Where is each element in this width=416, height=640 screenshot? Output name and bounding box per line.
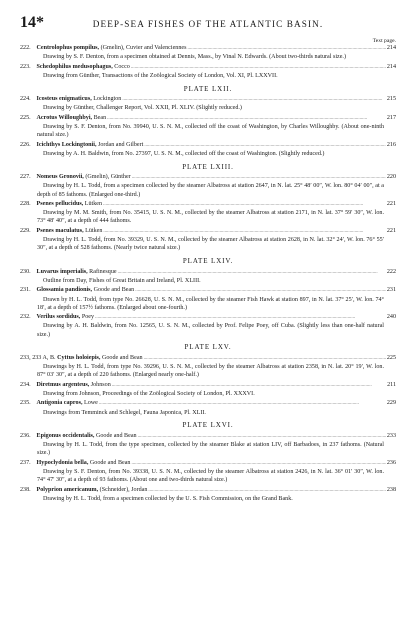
entry-description: Drawing from Johnson, Proceedings of the Zoölogical Society of London, Pl. XXXVI. <box>43 390 255 397</box>
entry-number: 233, 233 A, B. <box>20 354 56 361</box>
entry-description: Drawing by H. L. Todd, from No. 39329, U. S. N. M., collected by the steamer Albatross at station 2628, in N. lat. 32° 24′, W. lon. 76° 55′ 30″, at a depth of 528 fathoms. (Nearly twice natural size.) <box>37 237 384 252</box>
text-page-number: 214 <box>386 45 396 51</box>
plate-heading: PLATE LXII. <box>183 84 233 93</box>
plate-entry <box>20 227 396 252</box>
species-authority: Goode and Bean <box>94 432 137 439</box>
entry-number: 226. <box>20 141 31 148</box>
species-name: Antigonia capros, <box>36 400 83 407</box>
species-name: Icosteus enigmaticus, <box>36 96 92 103</box>
plate-heading: PLATE LXIII. <box>182 162 234 171</box>
plate-entry <box>20 114 396 139</box>
entry-description: Outline from Day, Fishes of Great Britain and Ireland, Pl. XLIII. <box>43 277 201 284</box>
entry-line <box>20 141 396 150</box>
plate-heading: PLATE LXV. <box>184 343 232 352</box>
plate-entry <box>20 486 396 503</box>
entry-number: 222. <box>20 45 31 51</box>
species-authority: Goode and Bean <box>100 354 143 361</box>
species-authority: Lütken <box>83 227 103 234</box>
entry-description: Drawings by H. L. Todd, from type No. 39296, U. S. N. M., collected by the steamer Albatross at station 2358, in N. lat. 20° 19′, W. lon. 87° 03′ 30″, at a depth of 220 fathoms. (Enlarged nearly one-half.) <box>37 364 384 379</box>
entry-lead <box>20 313 94 321</box>
entry-number: 238. <box>20 486 31 493</box>
dot-leader <box>131 174 386 182</box>
text-page-number: 211 <box>387 381 396 388</box>
species-authority: (Schneider), Jordan <box>98 486 148 493</box>
text-page-number: 221 <box>386 227 396 234</box>
entry-line <box>20 432 396 441</box>
entry-lead <box>20 63 130 71</box>
species-authority: Johnson <box>89 381 111 388</box>
entry-line <box>20 486 396 495</box>
text-page-number: 215 <box>386 96 396 103</box>
species-name: Epigonus occidentalis, <box>36 432 95 439</box>
species-name: Icichthys Lockingtonii, <box>36 141 97 148</box>
entry-description: Drawing from Günther, Transactions of the Zoölogical Society of London, Vol. XI, Pl. LXXVII. <box>43 72 278 79</box>
entry-description: Drawing by H. L. Todd, from a specimen collected by the U. S. Fish Commission, on the Grand Bank. <box>43 495 293 502</box>
dot-leader <box>147 487 385 495</box>
entry-number: 231. <box>20 287 31 294</box>
entry-lead <box>20 95 121 103</box>
dot-leader <box>98 400 386 408</box>
entry-lead <box>20 173 131 181</box>
text-page-number: 231 <box>386 287 396 294</box>
species-authority: Jordan and Gilbert <box>96 141 144 148</box>
dot-leader <box>106 115 386 123</box>
plate-entry <box>20 399 396 416</box>
entry-line <box>20 381 396 390</box>
species-authority: Lowe <box>82 400 98 407</box>
entry-line <box>20 227 396 236</box>
entry-lead <box>20 399 98 407</box>
plate-entry <box>20 354 396 379</box>
dot-leader <box>134 287 386 295</box>
text-page-number: 221 <box>386 201 396 208</box>
entry-lead <box>20 200 102 208</box>
entry-description: Drawing by S. F. Denton, from No. 39338, U. S. N. M., collected by the steamer Albatross at station 2426, in N. lat. 36° 01′ 30″, W. lon. 74° 47′ 30″, at a depth of 93 fathoms. (About one and two-thirds natural size.) <box>37 468 384 484</box>
dot-leader <box>143 142 386 150</box>
text-page-number: 222 <box>386 268 396 275</box>
entry-number: 224. <box>20 96 31 103</box>
entry-lead <box>20 227 102 235</box>
entry-description: Drawing by S. F. Denton, from No. 39940, U. S. N. M., collected off the coast of Washington, by Charles Willoughby. (About one-ninth natural size.) <box>37 124 384 139</box>
text-page-number: 225 <box>386 354 396 361</box>
dot-leader <box>102 201 386 209</box>
species-name: Diretmus argenteus, <box>36 381 90 388</box>
entry-description: Drawing by A. H. Baldwin, from No. 12565, U. S. N. M., collected by Prof. Felipe Poey, off Cuba. (Slightly less than one-half natural size.) <box>37 323 384 338</box>
text-page-number: 217 <box>386 114 396 121</box>
species-name: Nomeus Gronovii, <box>36 174 84 181</box>
entry-number: 230. <box>20 268 31 275</box>
species-name: Hypoclydonia bella, <box>36 459 89 466</box>
plate-entry <box>20 95 396 112</box>
plate-heading: PLATE LXVI. <box>182 421 234 430</box>
entry-line <box>20 200 396 209</box>
entry-line <box>20 63 396 72</box>
species-authority: Lockington <box>91 96 122 103</box>
entry-description: Drawing by H. L. Todd, from a specimen collected by the steamer Albatross at station 2647, in N. lat. 25° 48′ 00″, W. lon. 80° 04′ 00″, at a depth of 85 fathoms. (Enlarged one-third.) <box>37 183 384 198</box>
page-header <box>20 14 396 32</box>
entry-number: 236. <box>20 432 31 439</box>
species-name: Luvarus imperialis, <box>36 268 88 275</box>
species-name: Polyprion americanum, <box>36 486 99 493</box>
entry-description: Drawing by Günther, Challenger Report, Vol. XXII, Pl. XLIV. (Slightly reduced.) <box>43 105 242 112</box>
entry-lead <box>20 354 143 362</box>
plate-entry <box>20 381 396 398</box>
species-authority: Cocco <box>112 63 130 70</box>
species-name: Psenes maculatus, <box>36 227 84 234</box>
text-page-number: 220 <box>386 174 396 181</box>
dot-leader <box>137 433 386 441</box>
entry-line <box>20 399 396 408</box>
dot-leader <box>130 460 385 468</box>
plate-entry <box>20 63 396 80</box>
text-page-number: 214 <box>386 63 396 70</box>
plate-entry <box>20 200 396 225</box>
text-page-number: 233 <box>386 432 396 439</box>
text-page-number: 238 <box>386 486 396 493</box>
species-name: Schedophilus medusophagus, <box>36 63 113 70</box>
entry-description: Drawing by H. L. Todd, from the type specimen, collected by the steamer Blake at station LIV, off Barbadoes, in 237 fathoms. (Natural size.) <box>37 442 384 457</box>
text-page-number: 216 <box>386 141 396 148</box>
entry-lead <box>20 44 186 52</box>
dot-leader <box>143 355 386 363</box>
text-page-number: 240 <box>386 314 396 321</box>
species-authority: Goode and Bean <box>88 459 131 466</box>
plate-entry <box>20 286 396 311</box>
species-authority: (Gmelin), Cuvier and Valenciennes <box>99 45 187 51</box>
dot-leader <box>111 382 386 390</box>
running-title: DEEP-SEA FISHES OF THE ATLANTIC BASIN. <box>92 19 324 29</box>
entry-description: Drawing by A. H. Baldwin, from No. 27397, U. S. N. M., collected off the coast of Washington. (Slightly reduced.) <box>43 150 325 157</box>
plate-entry <box>20 432 396 457</box>
entry-line <box>20 44 396 53</box>
plate-heading: PLATE LXIV. <box>182 257 234 266</box>
entry-line <box>20 354 396 363</box>
entry-line <box>20 286 396 295</box>
plate-entry <box>20 268 396 285</box>
column-label: Text page. <box>372 38 396 44</box>
species-name: Glossamia pandionis, <box>36 287 93 294</box>
entry-line <box>20 95 396 104</box>
entry-line <box>20 459 396 468</box>
entry-number: 225. <box>20 114 31 121</box>
dot-leader <box>117 269 386 277</box>
entry-lead <box>20 286 134 294</box>
entry-line <box>20 114 396 123</box>
entry-number: 229. <box>20 227 31 234</box>
species-authority: Rafinesque <box>87 268 117 275</box>
species-authority: Goode and Bean <box>92 287 135 294</box>
species-authority: (Gmelin), Günther <box>83 174 131 181</box>
entry-number: 227. <box>20 174 31 181</box>
plate-entry <box>20 313 396 338</box>
species-name: Cyttus holoiepis, <box>57 354 101 361</box>
dot-leader <box>186 45 385 53</box>
entry-description: Drawing by M. M. Smith, from No. 35415, U. S. N. M., collected by the steamer Albatross at station 2171, in N. lat. 37° 59′ 30″, W. lon. 73° 48′ 40″, at a depth of 444 fathoms. <box>37 210 384 225</box>
species-name: Centrolophus pompilus, <box>36 45 100 51</box>
plate-entry <box>20 173 396 198</box>
entry-description: Drawings from Temminck and Schlegel, Fauna Japonica, Pl. XLII. <box>43 409 206 416</box>
dot-leader <box>121 96 386 104</box>
text-page-number: 236 <box>386 459 396 466</box>
species-name: Verilus sordidus, <box>36 314 81 321</box>
entry-number: 234. <box>20 381 31 388</box>
dot-leader <box>102 228 385 236</box>
plate-entry <box>20 44 396 61</box>
plate-entry <box>20 141 396 158</box>
species-authority: Bean <box>92 114 107 121</box>
entry-line <box>20 268 396 277</box>
entry-number: 235. <box>20 400 31 407</box>
dot-leader <box>94 314 386 322</box>
entry-lead <box>20 268 117 276</box>
entry-lead <box>20 381 111 389</box>
plate-entry <box>20 459 396 484</box>
page-number: 14* <box>20 14 44 31</box>
entry-lead <box>20 486 147 494</box>
plate-index <box>20 44 396 503</box>
entry-lead <box>20 141 143 149</box>
entry-lead <box>20 432 137 440</box>
entry-line <box>20 173 396 182</box>
entry-number: 237. <box>20 459 31 466</box>
text-page-number: 229 <box>386 400 396 407</box>
species-authority: Poey <box>80 314 95 321</box>
entry-number: 223. <box>20 63 31 70</box>
species-name: Psenes pellucidus, <box>36 201 84 208</box>
entry-line <box>20 313 396 322</box>
dot-leader <box>130 64 386 72</box>
entry-description: Drawing by S. F. Denton, from a specimen obtained at Dennis, Mass., by Vinal N. Edwards. (About two-thirds natural size.) <box>43 54 346 61</box>
entry-number: 228. <box>20 201 31 208</box>
entry-description: Drawn by H. L. Todd, from type No. 26628, U. S. N. M., collected by the steamer Fish Hawk at station 897, in N. lat. 37° 25′, W. lon. 74° 18′, at a depth of 157½ fathoms. (Enlarged about one-fourth.) <box>37 296 384 311</box>
species-authority: Lütken <box>83 201 103 208</box>
entry-number: 232. <box>20 314 31 321</box>
entry-lead <box>20 114 106 122</box>
species-name: Acrotus Willoughbyi, <box>36 114 93 121</box>
entry-lead <box>20 459 130 467</box>
